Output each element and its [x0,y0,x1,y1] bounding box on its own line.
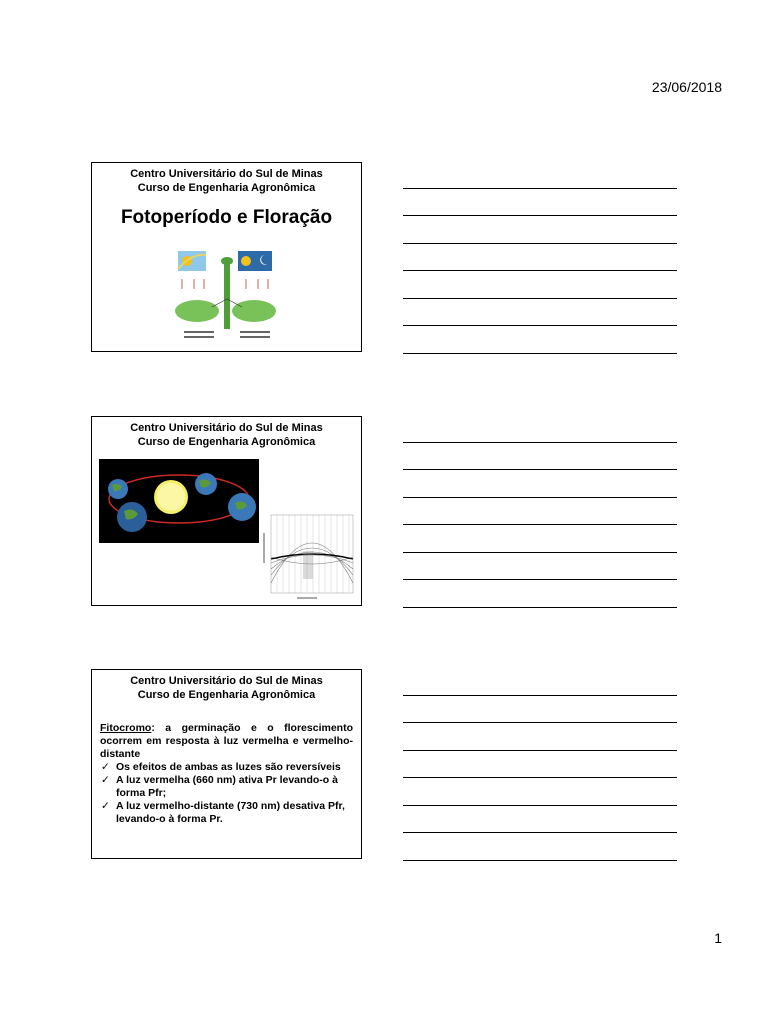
course-name: Curso de Engenharia Agronômica [137,436,316,448]
earth-orbit-image [99,459,259,543]
checkmark-icon: ✓ [101,761,110,773]
intro-text: : a germinação e o florescimento ocorrem em resposta à luz vermelha e vermelho-distante [100,722,353,760]
photoperiod-plant-illustration [172,249,282,345]
institution-name: Centro Universitário do Sul de Minas [130,422,323,434]
slide-header [92,674,361,702]
slide-title: Fotoperíodo e Floração [120,207,333,228]
intro-term: Fitocromo [100,722,152,734]
checkmark-icon: ✓ [101,800,110,812]
slide-1 [91,162,362,352]
institution-name: Centro Universitário do Sul de Minas [130,168,323,180]
bullet-list [100,761,353,826]
checkmark-icon: ✓ [101,774,110,786]
course-name: Curso de Engenharia Agronômica [137,689,316,701]
course-name: Curso de Engenharia Agronômica [137,182,316,194]
institution-name: Centro Universitário do Sul de Minas [130,675,323,687]
slide-header [92,167,361,195]
page-date: 23/06/2018 [651,79,722,95]
slide-2 [91,416,362,606]
slide-body [92,722,361,826]
page-number: 1 [714,930,722,946]
list-item: ✓ Os efeitos de ambas as luzes são reversíveis [101,761,341,773]
slide-header [92,421,361,449]
list-item: ✓ A luz vermelha (660 nm) ativa Pr levando-o à forma Pfr; [101,774,338,799]
daylength-chart-image [257,513,357,603]
slide-3 [91,669,362,859]
intro-paragraph [100,722,353,761]
list-item: ✓ A luz vermelho-distante (730 nm) desativa Pfr, levando-o à forma Pr. [101,800,345,825]
